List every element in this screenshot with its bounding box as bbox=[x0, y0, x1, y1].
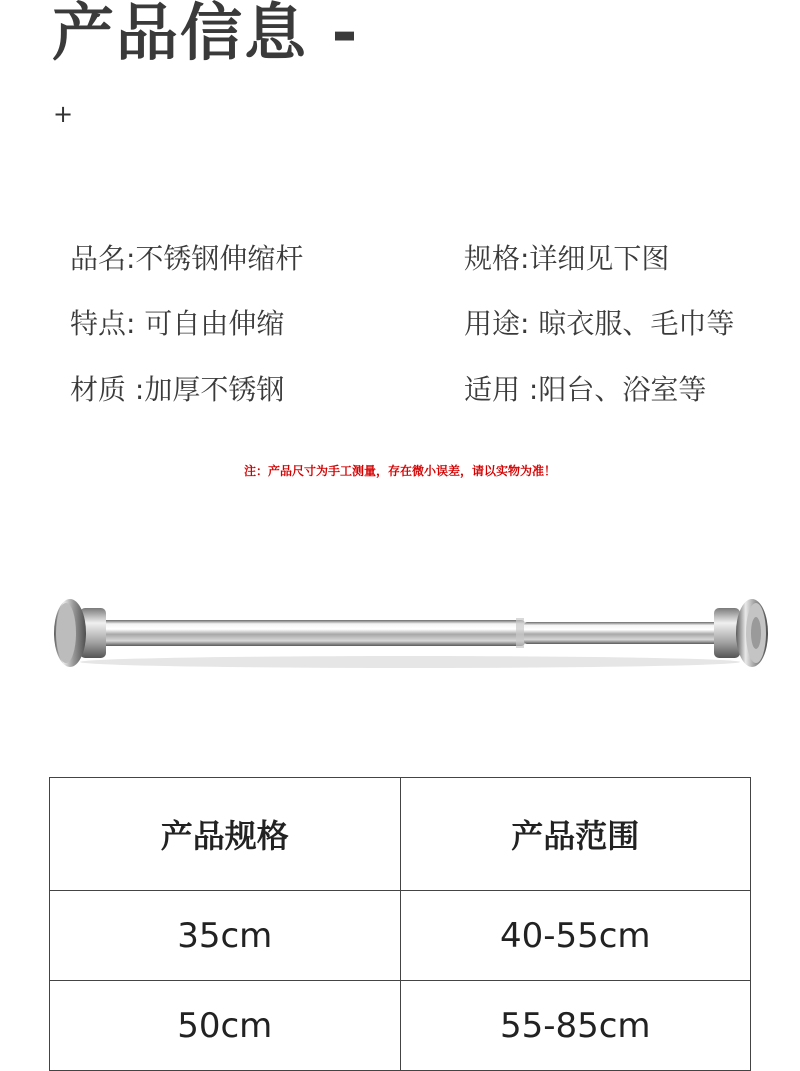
info-product-name: 品名:不锈钢伸缩杆 bbox=[70, 242, 304, 275]
table-row bbox=[50, 981, 751, 1071]
cell-range: 40-55cm bbox=[400, 891, 751, 981]
cell-spec: 35cm bbox=[50, 891, 401, 981]
info-material: 材质 :加厚不锈钢 bbox=[70, 373, 285, 406]
header-spec: 产品规格 bbox=[50, 778, 401, 891]
page-title: 产品信息 - bbox=[52, 0, 360, 69]
plus-icon: + bbox=[53, 100, 74, 128]
cell-range: 55-85cm bbox=[400, 981, 751, 1071]
info-feature: 特点: 可自由伸缩 bbox=[70, 307, 285, 340]
info-usage: 用途: 晾衣服、毛巾等 bbox=[464, 307, 735, 340]
header-range: 产品范围 bbox=[400, 778, 751, 891]
spec-table bbox=[49, 777, 751, 1071]
product-image bbox=[40, 582, 780, 692]
info-applicable: 适用 :阳台、浴室等 bbox=[464, 373, 707, 406]
measurement-note: 注：产品尺寸为手工测量，存在微小误差，请以实物为准！ bbox=[243, 464, 556, 478]
table-row bbox=[50, 891, 751, 981]
info-specification: 规格:详细见下图 bbox=[464, 242, 670, 275]
table-header-row bbox=[50, 778, 751, 891]
cell-spec: 50cm bbox=[50, 981, 401, 1071]
